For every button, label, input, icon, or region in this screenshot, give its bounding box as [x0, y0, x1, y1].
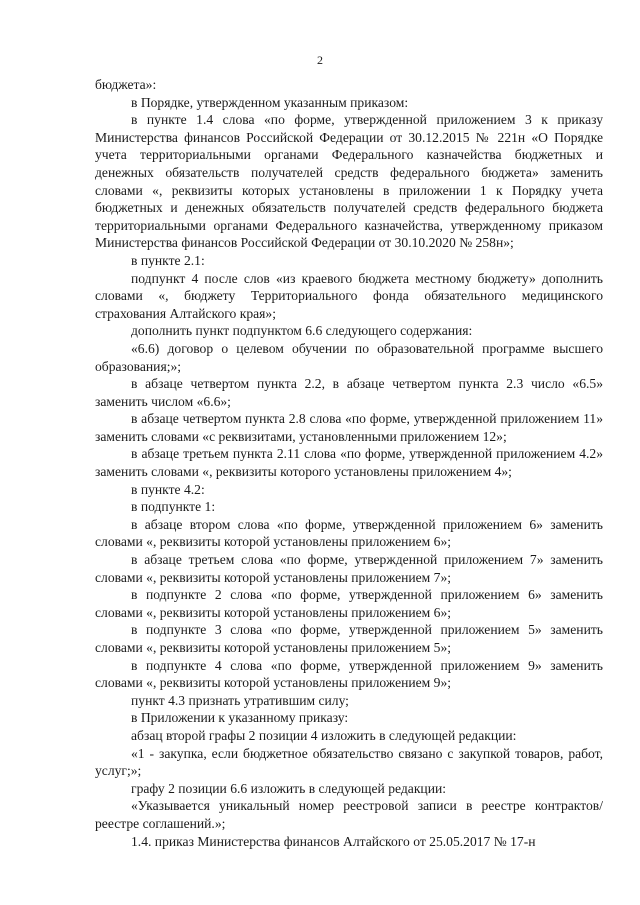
paragraph: «1 - закупка, если бюджетное обязательство связано с закупкой товаров, работ, услуг;»; — [95, 745, 603, 779]
paragraph: «Указывается уникальный номер реестровой записи в реестре контрактов/реестре соглашений.»; — [95, 798, 603, 831]
paragraph: в пункте 1.4 слова «по форме, утвержденной приложением 3 к приказу Министерства финансов Российской Федерации от 30.12.2015 № 221н «О Порядке учета территориальными органами Федерального казначейства бюджетных и денежных обязательств получателей средств федерального бюджета» заменить словами «, реквизиты которых установлены в приложении 1 к Порядку учета бюджетных и денежных обязательств получателей средств федерального бюджета территориальными органами Федерального казначейства, утвержденному приказом Министерства финансов Российской Федерации от 30.10.2020 № 258н»; — [95, 112, 603, 251]
paragraph: в подпункте 2 слова «по форме, утвержденной приложением 6» заменить словами «, реквизиты которой установлены приложением 6»; — [95, 587, 603, 620]
paragraph: дополнить пункт подпунктом 6.6 следующего содержания: — [131, 323, 473, 339]
paragraph: 1.4. приказ Министерства финансов Алтайского от 25.05.2017 № 17-н — [131, 833, 536, 849]
paragraph: в Приложении к указанному приказу: — [131, 710, 349, 726]
paragraph: бюджета»: — [95, 77, 157, 92]
page-number: 2 — [317, 53, 323, 67]
paragraph: «6.6) договор о целевом обучении по образовательной программе высшего образования;»; — [95, 340, 603, 374]
paragraph: в подпункте 3 слова «по форме, утвержденной приложением 5» заменить словами «, реквизиты которой установлены приложением 5»; — [95, 622, 603, 655]
paragraph: в абзаце втором слова «по форме, утвержденной приложением 6» заменить словами «, реквизиты которой установлены приложением 6»; — [95, 516, 603, 550]
paragraph: абзац второй графы 2 позиции 4 изложить в следующей редакции: — [131, 727, 517, 743]
paragraph: в пункте 2.1: — [131, 252, 205, 268]
paragraph: пункт 4.3 признать утратившим силу; — [131, 692, 349, 708]
paragraph: в абзаце четвертом пункта 2.2, в абзаце четвертом пункта 2.3 число «6.5» заменить числом «6.6»; — [95, 376, 603, 409]
paragraph: в Порядке, утвержденном указанным приказом: — [131, 94, 409, 110]
paragraph: в абзаце третьем слова «по форме, утвержденной приложением 7» заменить словами «, реквизиты которой установлены приложением 7»; — [95, 552, 603, 585]
document-body — [95, 76, 603, 850]
paragraph: в подпункте 4 слова «по форме, утвержденной приложением 9» заменить словами «, реквизиты которой установлены приложением 9»; — [95, 657, 603, 691]
paragraph: в абзаце четвертом пункта 2.8 слова «по форме, утвержденной приложением 11» заменить словами «с реквизитами, установленными приложением 12»; — [95, 411, 603, 444]
paragraph: в пункте 4.2: — [131, 481, 205, 497]
paragraph: в абзаце третьем пункта 2.11 слова «по форме, утвержденной приложением 4.2» заменить словами «, реквизиты которого установлены приложением 4»; — [95, 446, 603, 480]
paragraph: графу 2 позиции 6.6 изложить в следующей редакции: — [131, 780, 447, 796]
paragraph: подпункт 4 после слов «из краевого бюджета местному бюджету» дополнить словами «, бюджету Территориального фонда обязательного медицинского страхования Алтайского края»; — [95, 270, 603, 321]
paragraph: в подпункте 1: — [131, 499, 216, 515]
